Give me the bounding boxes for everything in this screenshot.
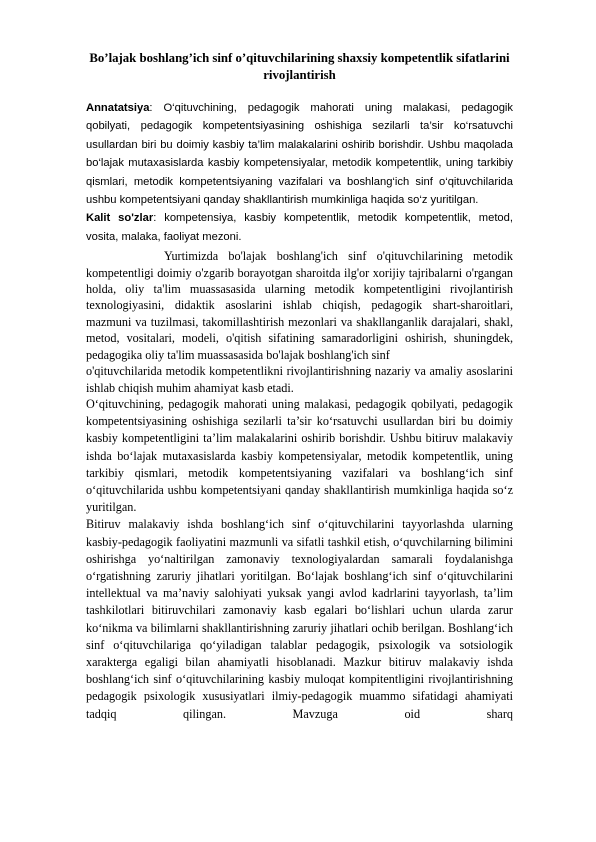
body-paragraph-1: Yurtimizda bo'lajak boshlang'ich sinf o'qituvchilarining metodik kompetentligi doimiy o'zgarib borayotgan sharoitda ilg'or xorijiy tajribalarni o'rgangan holda, oliy ta'lim muassasasida ularning metodik kompetentligini rivojlantirish texnologiyasini, didaktik asoslarini ishlab chiqish, pedagogik shart-sharoitlari, mazmuni va tuzilmasi, takomillashtirish mezonlari va shakllanganlik darajalari, shakl, metod, vositalari, modeli, o'qitish sifatining samaradorligini oshirish, shuningdek, pedagogika oliy ta'lim muassasasida bo'lajak boshlang'ich sinf — [86, 249, 513, 362]
document-page — [86, 50, 513, 723]
keywords-label: Kalit so'zlar — [86, 212, 154, 225]
abstract-text: : O‘qituvchining, pedagogik mahorati uning malakasi, pedagogik qobilyati, pedagogik kompetentsiyasining oshishiga sezilarli ta’sir ko‘rsatuvchi usullardan biri bu doimiy kasbiy ta’lim malakalarini oshirib borishdir. Ushbu maqolada bo‘lajak mutaxasislarda kasbiy kompetensiyalar, metodik kompetentlik, uning tarkibiy qismlari, metodik kompetentsiyaning vazifalari va boshlang‘ich sinf o‘qituvchilarida ushbu kompetentsiyani qanday shakllantirish mumkinliga haqida so‘z yuritilgan. — [86, 102, 513, 207]
body-paragraph-4: Bitiruv malakaviy ishda boshlang‘ich sinf o‘qituvchilarini tayyorlashda ularning kasbiy-pedagogik faoliyatini mazmunli va sifatli tashkil etish, o‘quvchilarning bilimini oshirishga yo‘naltirilgan zamonaviy texnologiyalardan samarali foydalanishga o‘rgatishning zaruriy jihatlari yoritilgan. Bo‘lajak boshlang‘ich sinf o‘qituvchilarini intellektual va ma’naviy salohiyati yuksak yangi avlod kadrlarini tayyorlash, ta’lim tashkilotlari bitiruvchilari zamonaviy kasb egalari bo‘lishlari uchun ularda zarur ko‘nikma va bilimlarni shakllantirishning zaruriy jihatlari ochib berilgan. Boshlang‘ich sinf o‘qituvchilariga qo‘yiladigan talablar pedagogik, psixologik va sotsiologik xarakterga egaligi bilan ahamiyatli hisoblanadi. Mazkur bitiruv malakaviy ishda boshlang‘ich sinf o‘qituvchilarining kasbiy muloqat kompitentligini rivojlantirishning pedagogik psixologik xususiyatlari ilmiy-pedagogik muammo sifatidagi ahamiyati tadqiq qilingan. Mavzuga oid sharq — [86, 517, 513, 721]
keywords — [86, 209, 513, 246]
abstract-label: Annatatsiya — [86, 102, 150, 114]
document-title: Bo’lajak boshlang’ich sinf o’qituvchilarining shaxsiy kompetentlik sifatlarini rivojlantirish — [89, 51, 510, 82]
abstract — [86, 99, 513, 209]
body-paragraph-2: o'qituvchilarida metodik kompetentlikni rivojlantirishning nazariy va amaliy asoslarini ishlab chiqish muhim ahamiyat kasb etadi. — [86, 364, 513, 395]
keywords-text: : kompetensiya, kasbiy kompetentlik, metodik kompetentlik, metod, vosita, malaka, faoliyat mezoni. — [86, 212, 513, 243]
body-paragraph-3: O‘qituvchining, pedagogik mahorati uning malakasi, pedagogik qobilyati, pedagogik kompetentsiyasining oshishiga sezilarli ta’sir ko‘rsatuvchi usullardan biri bu doimiy kasbiy kompetentligini ta’lim malakalarini oshirib borishdir. Ushbu bitiruv malakaviy ishda bo‘lajak mutaxasislarda kasbiy kompetensiyalar, metodik kompetentlik, uning tarkibiy qismlari, metodik kompetentsiyaning vazifalari va boshlang‘ich sinf o‘qituvchilarida ushbu kompetentsiyani qanday shakllantirish mumkinliga haqida so‘z yuritilgan. — [86, 396, 513, 515]
